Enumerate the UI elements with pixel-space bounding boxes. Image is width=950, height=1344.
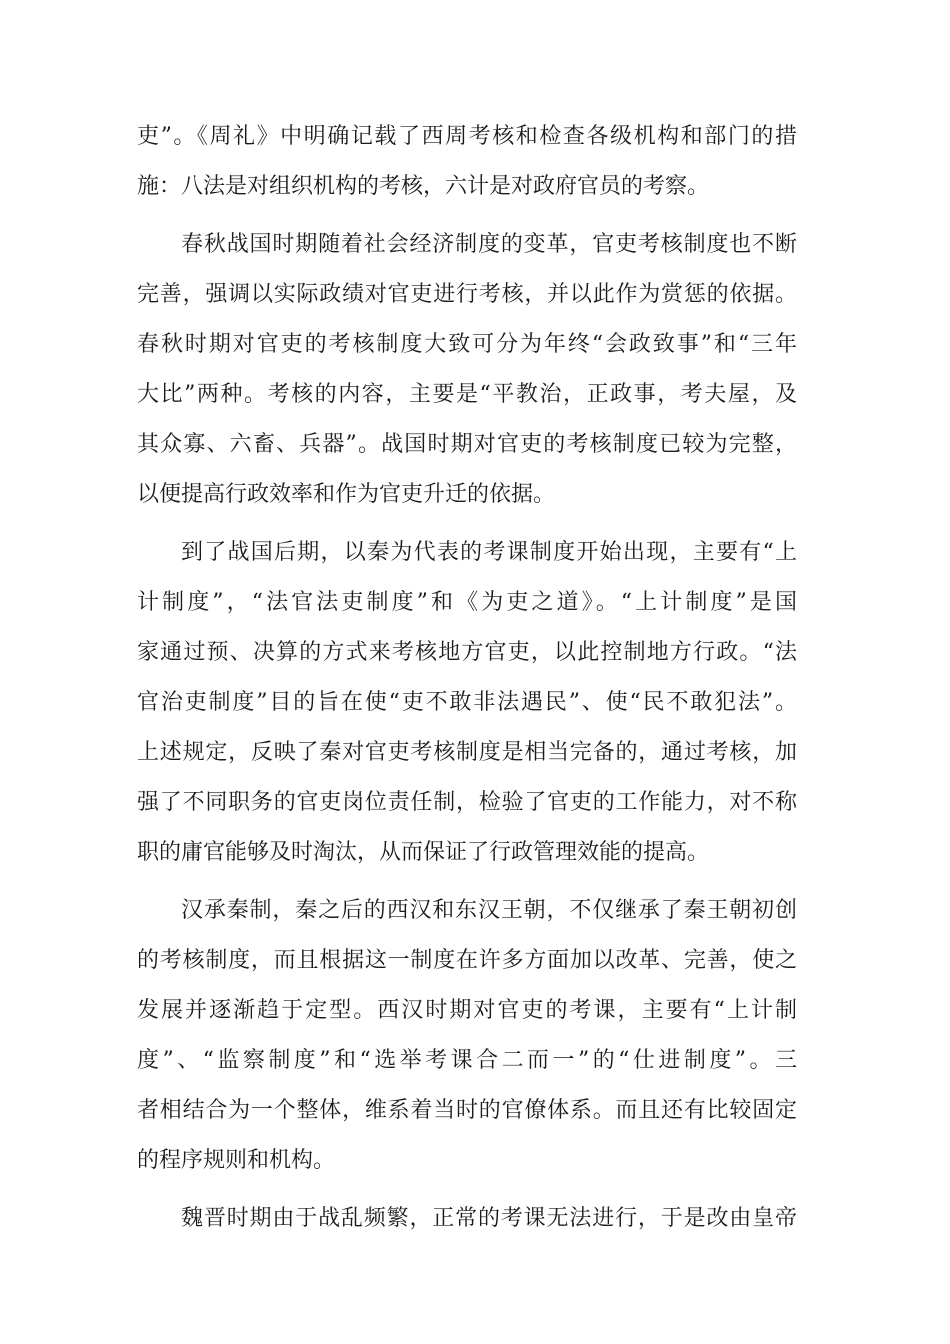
text-line: 大比”两种。考核的内容，主要是“平教治，正政事，考夫屋，及 [137,382,797,407]
paragraph [137,886,797,1186]
text-line: 完善，强调以实际政绩对官吏进行考核，并以此作为赏惩的依据。 [137,282,797,307]
text-line: 施：八法是对组织机构的考核，六计是对政府官员的考察。 [137,174,710,199]
text-line: 春秋战国时期随着社会经济制度的变革，官吏考核制度也不断 [181,232,797,257]
text-line: 的程序规则和机构。 [137,1148,336,1173]
text-line: 到了战国后期，以秦为代表的考课制度开始出现，主要有“上 [181,540,797,565]
text-line: 发展并逐渐趋于定型。西汉时期对官吏的考课，主要有“上计制 [137,998,797,1023]
paragraph [137,1194,797,1244]
text-line: 汉承秦制，秦之后的西汉和东汉王朝，不仅继承了秦王朝初创 [181,898,797,923]
text-line: 者相结合为一个整体，维系着当时的官僚体系。而且还有比较固定 [137,1098,797,1123]
text-line: 春秋时期对官吏的考核制度大致可分为年终“会政致事”和“三年 [137,332,797,357]
text-line: 职的庸官能够及时淘汰，从而保证了行政管理效能的提高。 [137,840,710,865]
text-line: 上述规定，反映了秦对官吏考核制度是相当完备的，通过考核，加 [137,740,797,765]
text-line: 其众寡、六畜、兵器”。战国时期对官吏的考核制度已较为完整， [137,432,797,457]
paragraph [137,528,797,878]
text-line: 计制度”，“法官法吏制度”和《为吏之道》。“上计制度”是国 [137,590,797,615]
text-line: 以便提高行政效率和作为官吏升迁的依据。 [137,482,556,507]
text-line: 官治吏制度”目的旨在使“吏不敢非法遇民”、使“民不敢犯法”。 [137,690,797,715]
text-line: 魏晋时期由于战乱频繁，正常的考课无法进行，于是改由皇帝 [181,1206,797,1231]
text-line: 的考核制度，而且根据这一制度在许多方面加以改革、完善，使之 [137,948,797,973]
text-line: 家通过预、决算的方式来考核地方官吏，以此控制地方行政。“法 [137,640,797,665]
paragraph [137,220,797,520]
text-line: 强了不同职务的官吏岗位责任制，检验了官吏的工作能力，对不称 [137,790,797,815]
paragraph [137,112,797,212]
text-line: 度”、“监察制度”和“选举考课合二而一”的“仕进制度”。三 [137,1048,797,1073]
body-text [137,112,797,1252]
text-line: 吏”。《周礼》中明确记载了西周考核和检查各级机构和部门的措 [137,124,797,149]
